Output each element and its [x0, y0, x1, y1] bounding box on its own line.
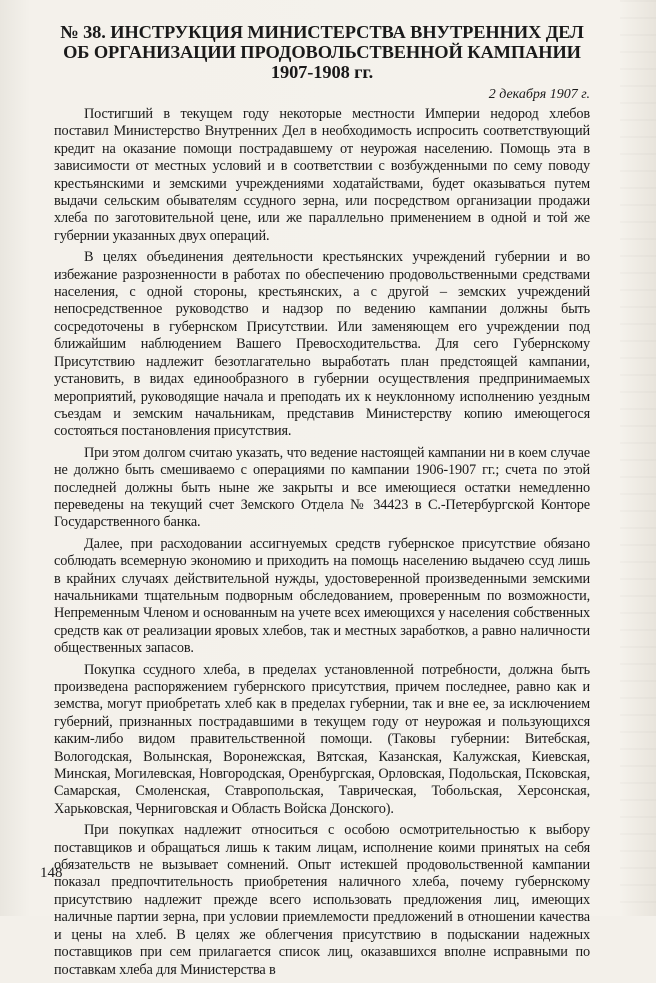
document-date: 2 декабря 1907 г. [488, 87, 590, 102]
paragraph-6: При покупках надлежит относиться с особою осмотрительностью к выбору поставщиков и обращаться лишь к таким лицам, исполнение коими принятых на себя обязательств не вызывает сомнений. Опыт истекшей продовольственной кампании показал предпочтительность приобретения наличного хлеба, почему губернскому присутствию надлежит прежде всего использовать предложения лиц, имеющих наличные партии зерна, при условии приемлемости предложений в отношении качества и цены на хлеб. В целях же облегчения присутствию в подыскании надежных поставщиков при сем прилагается список лиц, оказавшихся вполне исправными по поставкам хлеба для Министерства в [54, 822, 590, 978]
page-edge-shadow [620, 0, 656, 916]
paragraph-1: Постигший в текущем году некоторые местности Империи недород хлебов поставил Министерство Внутренних Дел в необходимость испросить соответствующий кредит на оказание помощи пострадавшему от неурожая населению. Помощь эта в зависимости от местных условий и в соответствии с возбужденными по сему поводу крестьянскими и земскими учреждениями ходатайствами, будет оказываться путем выдачи сельским обывателям ссудного зерна, или посредством организации продажи хлеба по заготовительной цене, или же параллельно применением в одной и той же губернии указанных двух операций. [54, 106, 590, 244]
paragraph-3: При этом долгом считаю указать, что ведение настоящей кампании ни в коем случае не должно быть смешиваемо с операциями по кампании 1906-1907 гг.; счета по этой последней должны быть ныне же закрыты и все имеющиеся остатки немедленно переведены на текущий счет Земского Отдела № 34423 в С.-Петербургской Конторе Государственного банка. [54, 444, 590, 531]
page-number: 148 [40, 865, 63, 881]
paragraph-5: Покупка ссудного хлеба, в пределах установленной потребности, должна быть произведена распоряжением губернского присутствия, причем последнее, равно как и земства, могут приобретать хлеб как в пределах губернии, так и вне ее, за исключением губерний, признанных пострадавшими в текущем году от неурожая и пользующихся каким-либо видом правительственной помощи. (Таковы губернии: Витебская, Вологодская, Волынская, Воронежская, Вятская, Казанская, Калужская, Киевская, Минская, Могилевская, Новгородская, Оренбургская, Орловская, Подольская, Псковская, Самарская, Смоленская, Ставропольская, Таврическая, Тобольская, Херсонская, Харьковская, Черниговская и Область Войска Донского). [54, 661, 590, 817]
document-body [54, 22, 590, 983]
paragraph-4: Далее, при расходовании ассигнуемых средств губернское присутствие обязано соблюдать всемерную экономию и приходить на помощь населению выдачею ссуд лишь в крайних случаях действительной нужды, удостоверенной произведенными земскими начальниками тщательным подворным обследованием, проверенным по возможности, Непременным Членом и основанным на учете всех имеющихся у населения собственных средств как от реализации яровых хлебов, так и местных заработков, а равно наличности общественных запасов. [54, 535, 590, 657]
document-title: № 38. ИНСТРУКЦИЯ МИНИСТЕРСТВА ВНУТРЕННИХ ДЕЛ ОБ ОРГАНИЗАЦИИ ПРОДОВОЛЬСТВЕННОЙ КАМПАНИИ 1907-1908 гг. [60, 22, 584, 82]
paragraph-2: В целях объединения деятельности крестьянских учреждений губернии и во избежание разрозненности в работах по обеспечению продовольственными средствами населения, с одной стороны, крестьянских, а с другой – земских учреждений непосредственное руководство и надзор по ведению кампании должны быть сосредоточены в губернском Присутствии. Или заменяющем его учреждении под ближайшим наблюдением Вашего Превосходительства. Для сего Губернскому Присутствию надлежит безотлагательно выработать план предстоящей кампании, установить, в видах единообразного в губернии осуществления предпринимаемых мероприятий, руководящие начала и преподать их к неуклонному исполнению уездным съездам и земским начальникам, представив Министерству копию имеющегося состояться постановления присутствия. [54, 249, 590, 440]
